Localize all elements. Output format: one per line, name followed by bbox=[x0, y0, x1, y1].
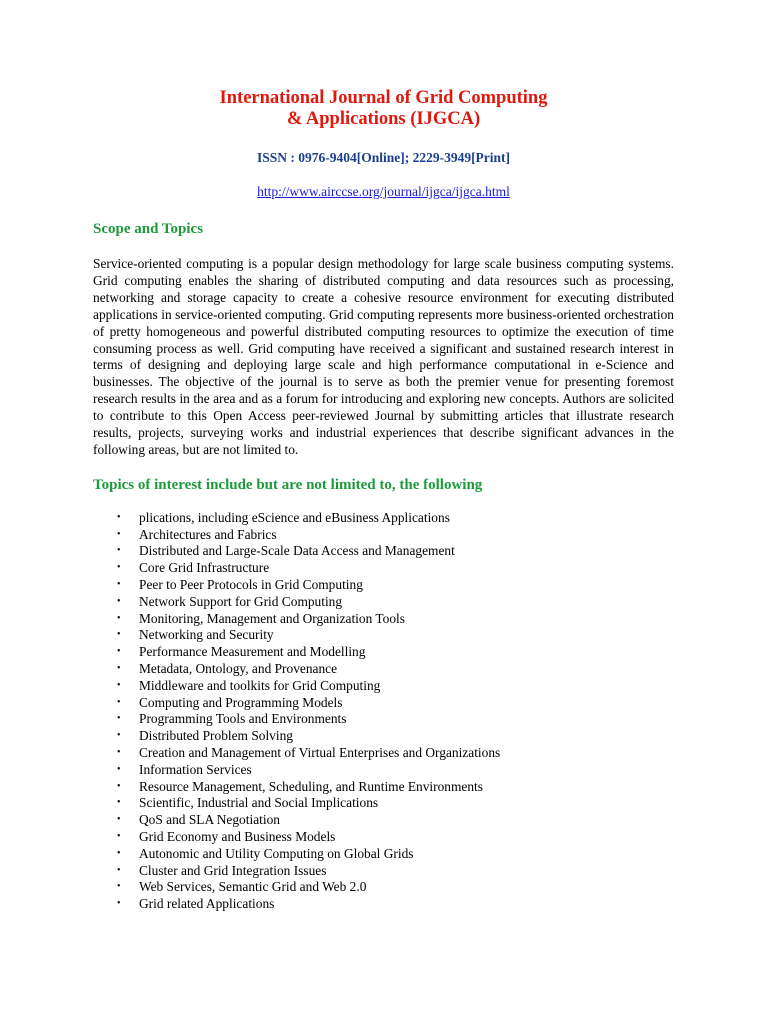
bullet-icon: • bbox=[117, 847, 121, 859]
list-item bbox=[117, 896, 674, 913]
list-item-label: Middleware and toolkits for Grid Computing bbox=[139, 677, 381, 693]
bullet-icon: • bbox=[117, 797, 121, 809]
list-item bbox=[117, 812, 674, 829]
list-item-label: Networking and Security bbox=[139, 627, 274, 643]
bullet-icon: • bbox=[117, 881, 121, 893]
list-item-label: Computing and Programming Models bbox=[139, 694, 343, 710]
list-item bbox=[117, 829, 674, 846]
list-item bbox=[117, 846, 674, 863]
list-item-label: Grid related Applications bbox=[139, 896, 275, 912]
bullet-icon: • bbox=[117, 898, 121, 910]
list-item-label: Resource Management, Scheduling, and Runtime Environments bbox=[139, 778, 483, 794]
bullet-icon: • bbox=[117, 780, 121, 792]
list-item-label: plications, including eScience and eBusiness Applications bbox=[139, 509, 450, 525]
bullet-icon: • bbox=[117, 528, 121, 540]
bullet-icon: • bbox=[117, 511, 121, 523]
bullet-icon: • bbox=[117, 814, 121, 826]
list-item-label: Network Support for Grid Computing bbox=[139, 593, 343, 609]
journal-url-link[interactable]: http://www.airccse.org/journal/ijgca/ijgca.html bbox=[257, 184, 510, 199]
list-item bbox=[117, 695, 674, 712]
topics-heading: Topics of interest include but are not limited to, the following bbox=[93, 476, 483, 493]
list-item bbox=[117, 728, 674, 745]
list-item-label: Information Services bbox=[139, 761, 252, 777]
list-item-label: Peer to Peer Protocols in Grid Computing bbox=[139, 577, 363, 593]
list-item-label: Grid Economy and Business Models bbox=[139, 829, 336, 845]
list-item-label: Creation and Management of Virtual Enterprises and Organizations bbox=[139, 745, 501, 761]
list-item-label: QoS and SLA Negotiation bbox=[139, 812, 280, 828]
list-item bbox=[117, 560, 674, 577]
bullet-icon: • bbox=[117, 679, 121, 691]
bullet-icon: • bbox=[117, 595, 121, 607]
journal-title bbox=[93, 0, 674, 130]
list-item bbox=[117, 577, 674, 594]
list-item-label: Web Services, Semantic Grid and Web 2.0 bbox=[139, 879, 367, 895]
list-item bbox=[117, 678, 674, 695]
list-item bbox=[117, 510, 674, 527]
list-item bbox=[117, 594, 674, 611]
list-item-label: Core Grid Infrastructure bbox=[139, 560, 270, 576]
list-item bbox=[117, 779, 674, 796]
list-item-label: Distributed Problem Solving bbox=[139, 728, 293, 744]
bullet-icon: • bbox=[117, 579, 121, 591]
list-item bbox=[117, 795, 674, 812]
list-item bbox=[117, 863, 674, 880]
scope-heading: Scope and Topics bbox=[93, 221, 204, 237]
journal-title-line-2: & Applications (IJGCA) bbox=[286, 109, 481, 129]
list-item bbox=[117, 543, 674, 560]
topic-list bbox=[93, 510, 674, 913]
bullet-icon: • bbox=[117, 663, 121, 675]
list-item bbox=[117, 661, 674, 678]
bullet-icon: • bbox=[117, 646, 121, 658]
list-item-label: Performance Measurement and Modelling bbox=[139, 644, 366, 660]
bullet-icon: • bbox=[117, 612, 121, 624]
bullet-icon: • bbox=[117, 696, 121, 708]
list-item-label: Autonomic and Utility Computing on Global Grids bbox=[139, 845, 414, 861]
list-item bbox=[117, 611, 674, 628]
bullet-icon: • bbox=[117, 562, 121, 574]
list-item-label: Programming Tools and Environments bbox=[139, 711, 347, 727]
list-item bbox=[117, 527, 674, 544]
bullet-icon: • bbox=[117, 713, 121, 725]
journal-url-line bbox=[93, 184, 674, 200]
bullet-icon: • bbox=[117, 864, 121, 876]
journal-title-line-1: International Journal of Grid Computing bbox=[219, 88, 548, 108]
bullet-icon: • bbox=[117, 629, 121, 641]
issn-line: ISSN : 0976-9404[Online]; 2229-3949[Print] bbox=[256, 150, 511, 165]
list-item-label: Cluster and Grid Integration Issues bbox=[139, 862, 327, 878]
list-item bbox=[117, 762, 674, 779]
list-item-label: Metadata, Ontology, and Provenance bbox=[139, 661, 338, 677]
list-item-label: Architectures and Fabrics bbox=[139, 526, 277, 542]
bullet-icon: • bbox=[117, 545, 121, 557]
list-item bbox=[117, 644, 674, 661]
list-item-label: Scientific, Industrial and Social Implications bbox=[139, 795, 379, 811]
list-item bbox=[117, 627, 674, 644]
scope-paragraph: Service-oriented computing is a popular design methodology for large scale business computing systems. Grid computing enables the sharing of distributed computing and data resources such as processing, networking and storage capacity to create a cohesive resource environment for executing distributed applications in service-oriented computing. Grid computing represents more business-oriented orchestration of pretty homogeneous and powerful distributed computing resources to optimize the execution of time consuming process as well. Grid computing have received a significant and sustained research interest in terms of designing and deploying large scale and high performance computational in e-Science and businesses. The objective of the journal is to serve as both the premier venue for presenting foremost research results in the area and as a forum for introducing and exploring new concepts. Authors are solicited to contribute to this Open Access peer-reviewed Journal by submitting articles that illustrate research results, projects, surveying works and industrial experiences that describe significant advances in the following areas, but are not limited to. bbox=[93, 256, 674, 457]
list-item bbox=[117, 711, 674, 728]
bullet-icon: • bbox=[117, 831, 121, 843]
bullet-icon: • bbox=[117, 763, 121, 775]
bullet-icon: • bbox=[117, 730, 121, 742]
list-item-label: Monitoring, Management and Organization Tools bbox=[139, 610, 405, 626]
list-item bbox=[117, 879, 674, 896]
bullet-icon: • bbox=[117, 747, 121, 759]
list-item bbox=[117, 745, 674, 762]
list-item-label: Distributed and Large-Scale Data Access and Management bbox=[139, 543, 455, 559]
